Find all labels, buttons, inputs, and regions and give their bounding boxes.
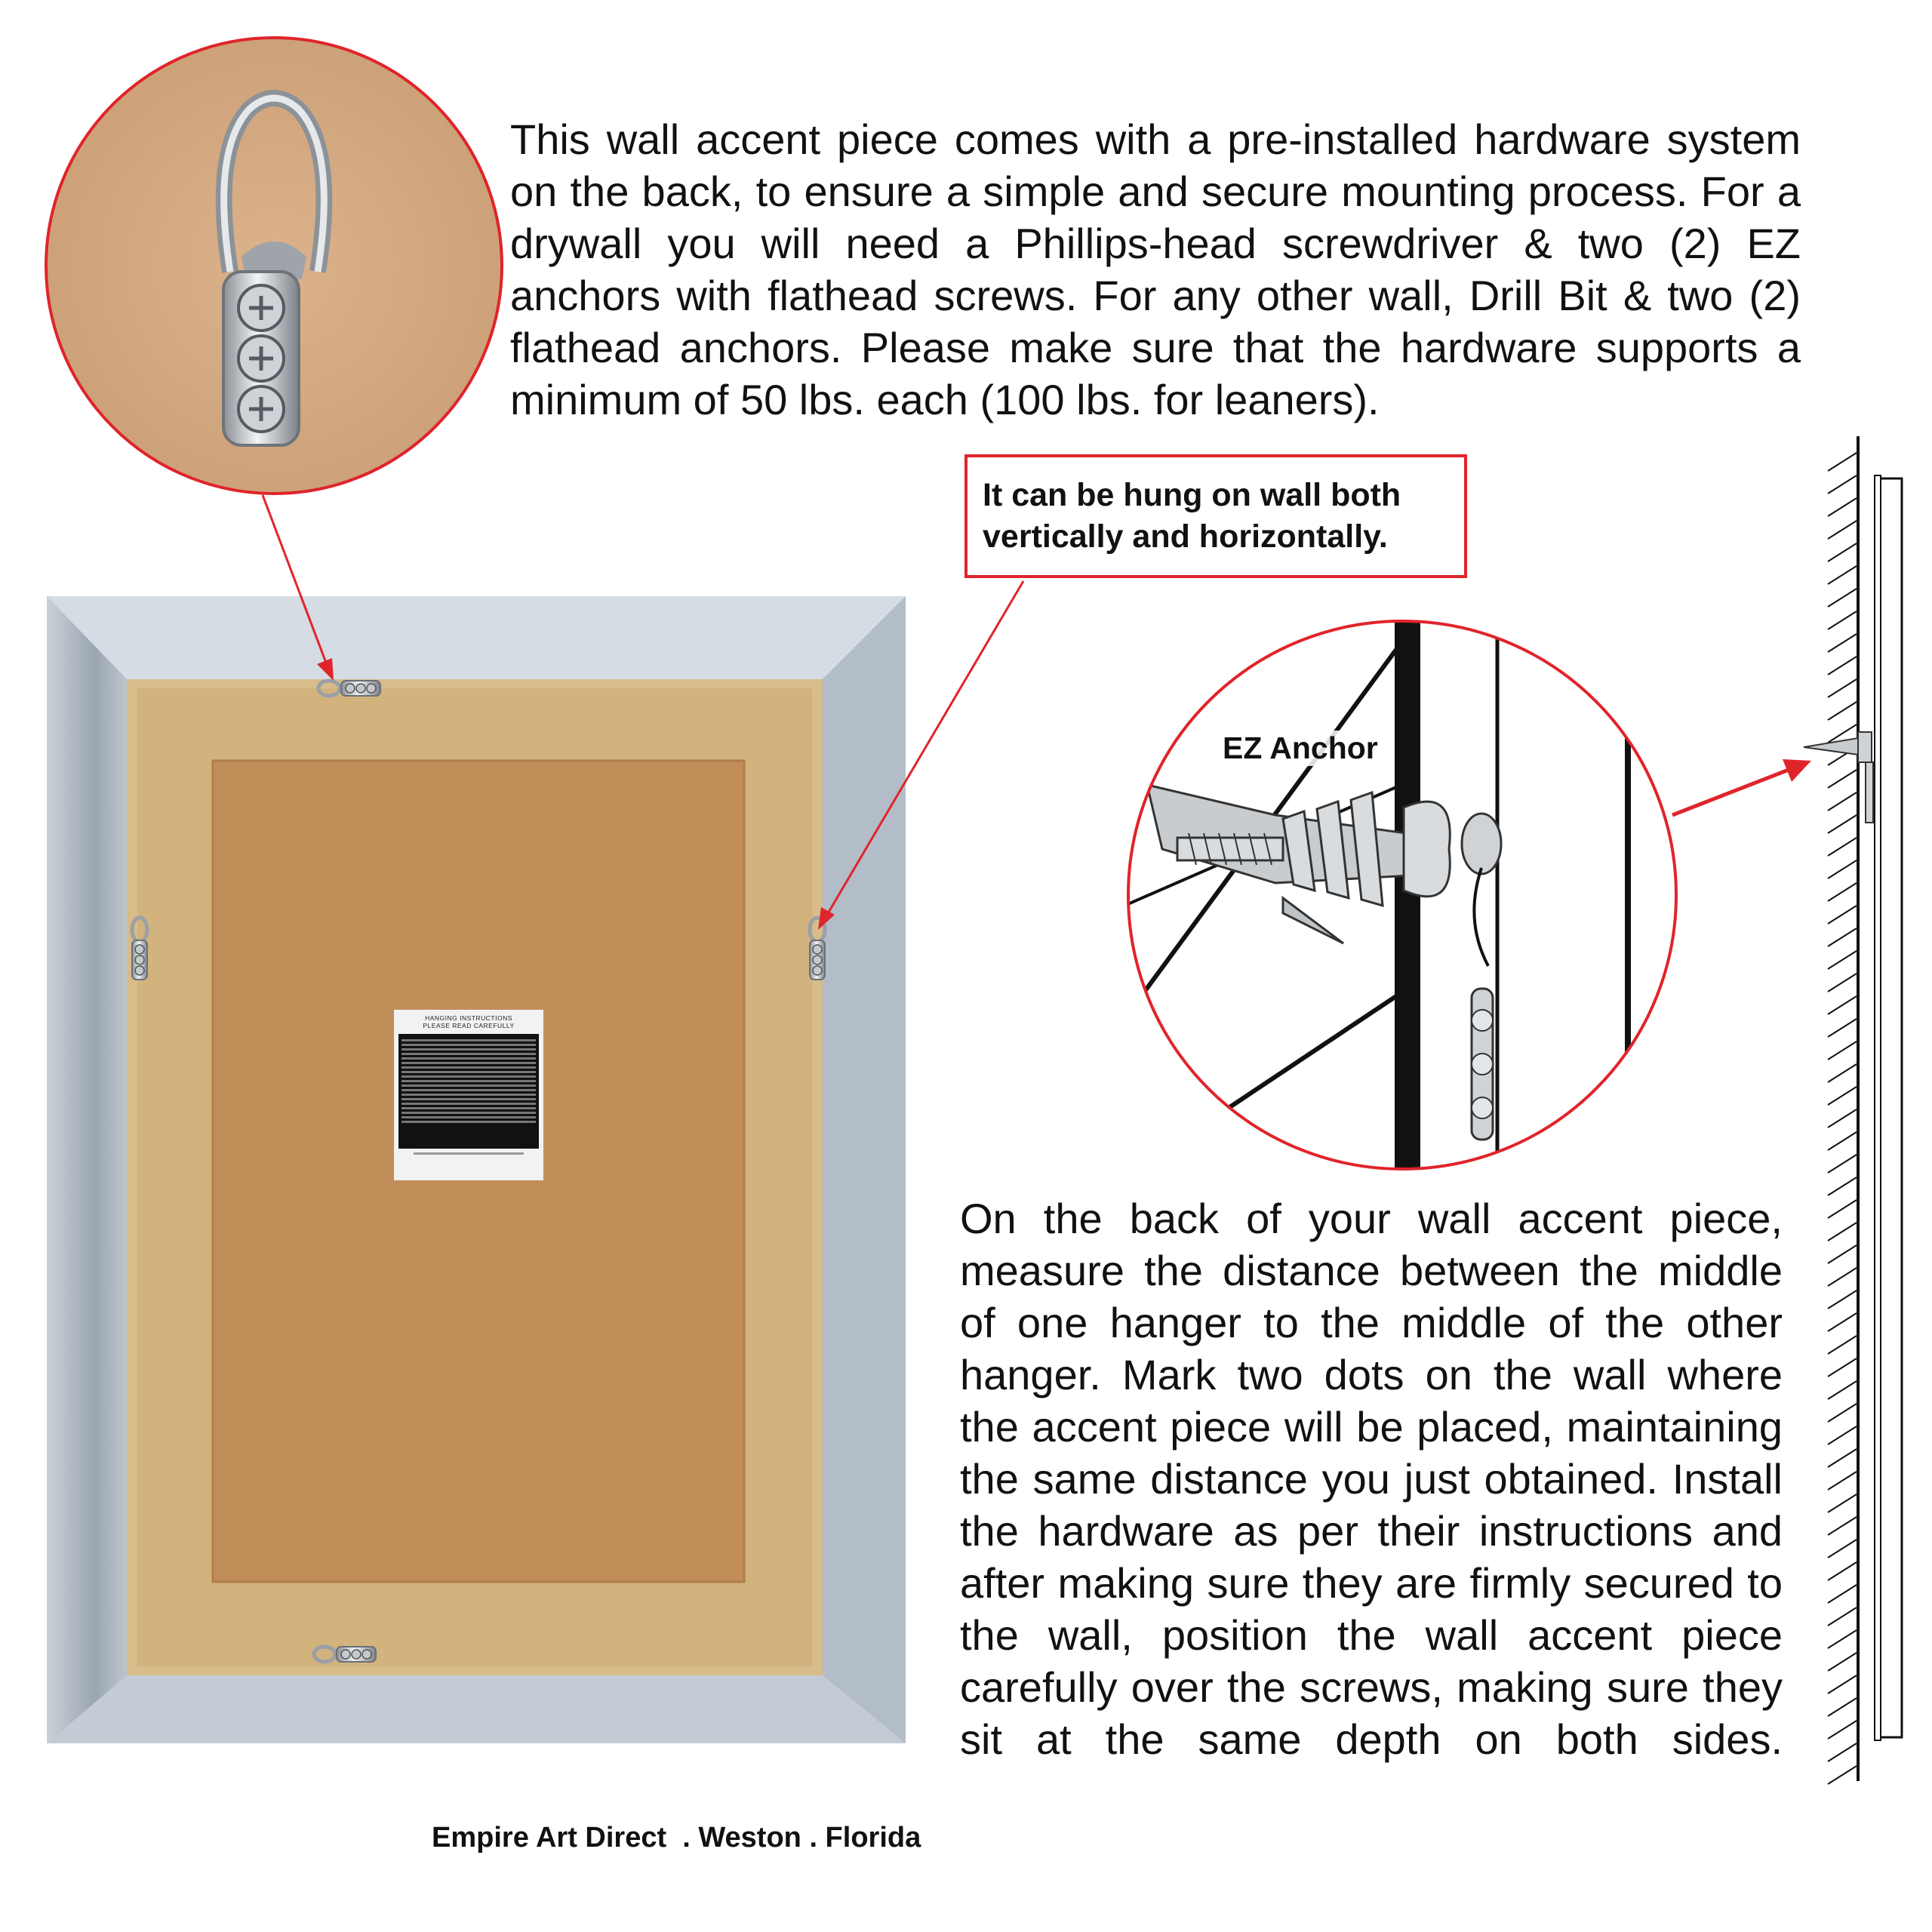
wall-hatch-line (1828, 1291, 1857, 1309)
wall-hatch-line (1828, 792, 1857, 811)
wall-hatch-line (1828, 1313, 1857, 1331)
wall-hatch-line (1828, 1630, 1857, 1648)
wall-hatch-line (1828, 1698, 1857, 1716)
wall-hatch-line (1828, 815, 1857, 833)
wall-hatch-line (1828, 1426, 1857, 1444)
wall-hatch-line (1828, 566, 1857, 584)
wall-hatch-line (1828, 1200, 1857, 1218)
wall-hatch-line (1828, 974, 1857, 992)
wall-hatch-line (1828, 770, 1857, 788)
wall-hatch-line (1828, 1653, 1857, 1671)
company-footer: Empire Art Direct . Weston . Florida (432, 1822, 921, 1854)
wall-hatch-line (1828, 634, 1857, 652)
label-title-line1: HANGING INSTRUCTIONS (425, 1014, 512, 1022)
wall-hatch-line (1828, 1494, 1857, 1512)
wall-hatch-line (1828, 928, 1857, 946)
wall-hatch-line (1828, 1109, 1857, 1128)
wall-hatch-line (1828, 1540, 1857, 1558)
wall-hatch-line (1828, 1019, 1857, 1037)
wall-hatch-line (1828, 498, 1857, 516)
hanger-closeup-circle (38, 30, 513, 506)
wall-hatch-line (1828, 1585, 1857, 1603)
wall-hatch-line (1828, 1381, 1857, 1399)
label-footer-line (414, 1152, 524, 1155)
wall-hatch-line (1828, 1404, 1857, 1422)
wall-hatch-line (1828, 657, 1857, 675)
wall-hatch-line (1828, 1675, 1857, 1694)
wall-hatch-line (1828, 702, 1857, 720)
wall-hatch-line (1828, 906, 1857, 924)
wall-hatch-line (1828, 1766, 1857, 1784)
wall-hatch-line (1828, 1155, 1857, 1173)
wall-hatch-line (1828, 475, 1857, 494)
wall-hatch-line (1828, 521, 1857, 539)
wall-hatch-line (1828, 1562, 1857, 1580)
wall-hatch-line (1828, 1064, 1857, 1082)
side-view-wall-diagram (1804, 436, 1902, 1784)
wall-hatch-line (1828, 1132, 1857, 1150)
intro-paragraph: This wall accent piece comes with a pre-installed hardware system on the back, to ensure a simple and secure mounting process. For a drywall you will need a Phillips-head screwdriver & two (2) EZ anchors with flathead screws. For any other wall, Drill Bit & two (2) flathead anchors. Please make sure that the hardware supports a minimum of 50 lbs. each (100 lbs. for leaners). (510, 115, 1801, 423)
orientation-callout (964, 454, 1467, 578)
wall-hatch-line (1828, 1268, 1857, 1286)
orientation-callout-text: It can be hung on wall both vertically and horizontally. (983, 477, 1401, 555)
wall-hatch-line (1828, 1449, 1857, 1467)
wall-hatch-line (1828, 951, 1857, 969)
wall-hatch-line (1828, 1743, 1857, 1761)
label-title-line2: PLEASE READ CAREFULLY (423, 1022, 515, 1029)
wall-hatch-line (1828, 589, 1857, 607)
ez-anchor-label: EZ Anchor (1223, 731, 1378, 765)
wall-hatch-line (1828, 453, 1857, 471)
wall-hatch-line (1828, 1336, 1857, 1354)
hanging-instructions-label (394, 1010, 543, 1180)
label-body-block (398, 1034, 539, 1149)
wall-hatch-line (1828, 611, 1857, 629)
wall-hatch-line (1828, 996, 1857, 1014)
wall-hatch-line (1828, 1041, 1857, 1060)
anchor-closeup-circle (1124, 619, 1683, 1177)
wall-hatch-line (1828, 1087, 1857, 1105)
wall-hatch-line (1828, 838, 1857, 856)
wall-hatch-line (1828, 860, 1857, 878)
wall-hatch-line (1828, 1721, 1857, 1739)
wall-hatch-line (1828, 883, 1857, 901)
wall-hatch-line (1828, 543, 1857, 561)
wall-hatch-line (1828, 1607, 1857, 1626)
wall-hatch-line (1828, 1223, 1857, 1241)
wall-hatch-line (1828, 679, 1857, 697)
wall-hatch-line (1828, 1358, 1857, 1377)
wall-hatch-line (1828, 1517, 1857, 1535)
wall-hatch-line (1828, 1177, 1857, 1195)
wall-hatch-line (1828, 1245, 1857, 1263)
installation-instructions: On the back of your wall accent piece, measure the distance between the middle of one hanger to the middle of the other hanger. Mark two dots on the wall where the accent piece will be placed, maintaining the same distance you just obtained. Install the hardware as per their instructions and after making sure they are firmly secured to the wall, position the wall accent piece carefully over the screws, making sure they sit at the same depth on both sides. (960, 1195, 1783, 1763)
wall-hatch-line (1828, 1472, 1857, 1490)
